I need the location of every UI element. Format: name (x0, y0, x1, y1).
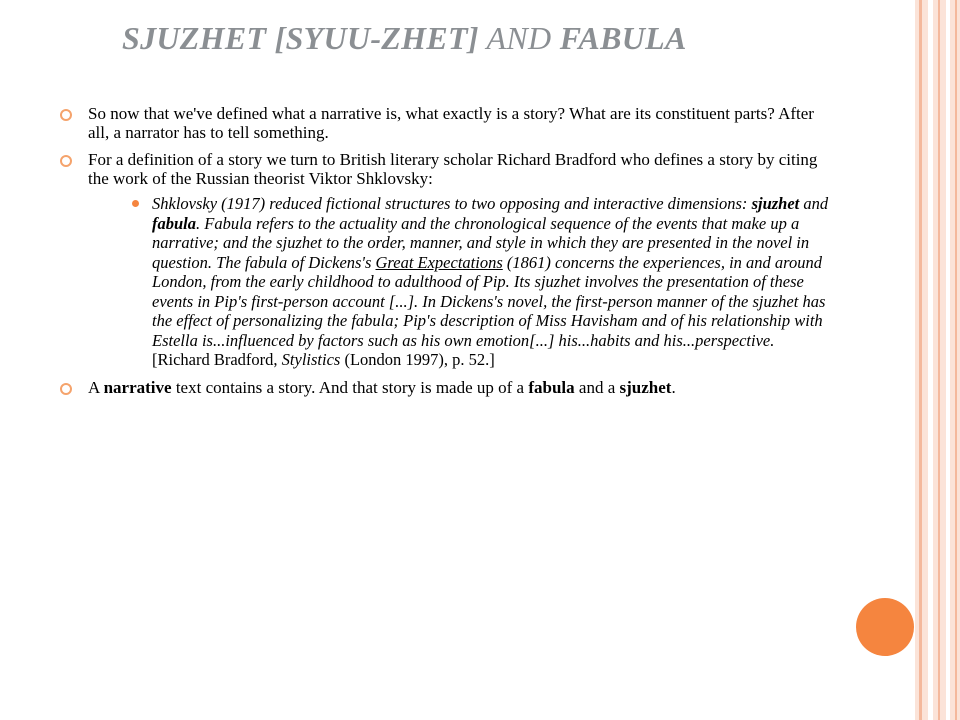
quote-text: and (799, 194, 829, 213)
term-fabula: fabula (528, 377, 575, 397)
decorative-stripe-line (919, 0, 922, 720)
term-narrative: narrative (103, 377, 172, 397)
decorative-stripe-line (928, 0, 933, 720)
quote-citation: (London 1997), p. 52.] (340, 350, 495, 369)
dot-bullet-icon (132, 200, 139, 207)
bullet-text: . (671, 377, 676, 397)
quote-sjuzhet: sjuzhet (751, 194, 800, 213)
decorative-stripe-line (938, 0, 940, 720)
bullet-item-bradford (60, 150, 829, 370)
quote-citation: [Richard Bradford, (152, 350, 282, 369)
ring-bullet-icon (60, 383, 72, 395)
term-sjuzhet: sjuzhet (619, 377, 672, 397)
title-and: AND (478, 20, 560, 56)
quote-fabula: fabula (152, 213, 197, 233)
bullet-text: A (88, 377, 104, 397)
title-fabula: FABULA (559, 20, 687, 56)
decorative-stripe-line (955, 0, 957, 720)
bullet-text: text contains a story. And that story is made up of a (171, 377, 529, 397)
bullet-item-story-question (60, 104, 820, 142)
quote-book-title: Great Expectations (375, 252, 503, 272)
title-sjuzhet: SJUZHET [SYUU-ZHET] (122, 20, 479, 56)
ring-bullet-icon (60, 109, 72, 121)
decorative-stripe-line (946, 0, 950, 720)
quote-text: (1861) concerns the experiences, in and around London, from the early childhood to adulthood of Pip. Its sjuzhet involves the presentation of these events in Pip's first-person account [...]. In Dickens's novel, the first-person manner of the sjuzhet has the effect of personalizing the fabula; Pip's description of Miss Havisham and of his relationship with Estella is...influenced by factors such as his own emotion[...] his...habits and his...perspective. (152, 252, 826, 350)
decorative-orange-circle (856, 598, 914, 656)
bullet-text: and a (574, 377, 620, 397)
quote-citation-title: Stylistics (281, 350, 341, 369)
slide-title (122, 20, 687, 57)
quote-text: . Fabula refers to the actuality and the chronological sequence of the events that make up a narrative; and the sjuzhet to the order, manner, and style in which they are presented in the novel in question. The fabula of Dickens's (152, 213, 810, 272)
ring-bullet-icon (60, 155, 72, 167)
slide-body (60, 104, 829, 405)
bullet-text: For a definition of a story we turn to British literary scholar Richard Bradford who defines a story by citing the work of the Russian theorist Viktor Shklovsky: (88, 150, 818, 188)
quote-text: Shklovsky (1917) reduced fictional structures to two opposing and interactive dimensions: (152, 194, 752, 213)
bullet-text: So now that we've defined what a narrative is, what exactly is a story? What are its constituent parts? After all, a narrator has to tell something. (88, 104, 814, 142)
bullet-item-narrative-definition (60, 378, 820, 397)
quote-sub-bullet (124, 194, 832, 370)
